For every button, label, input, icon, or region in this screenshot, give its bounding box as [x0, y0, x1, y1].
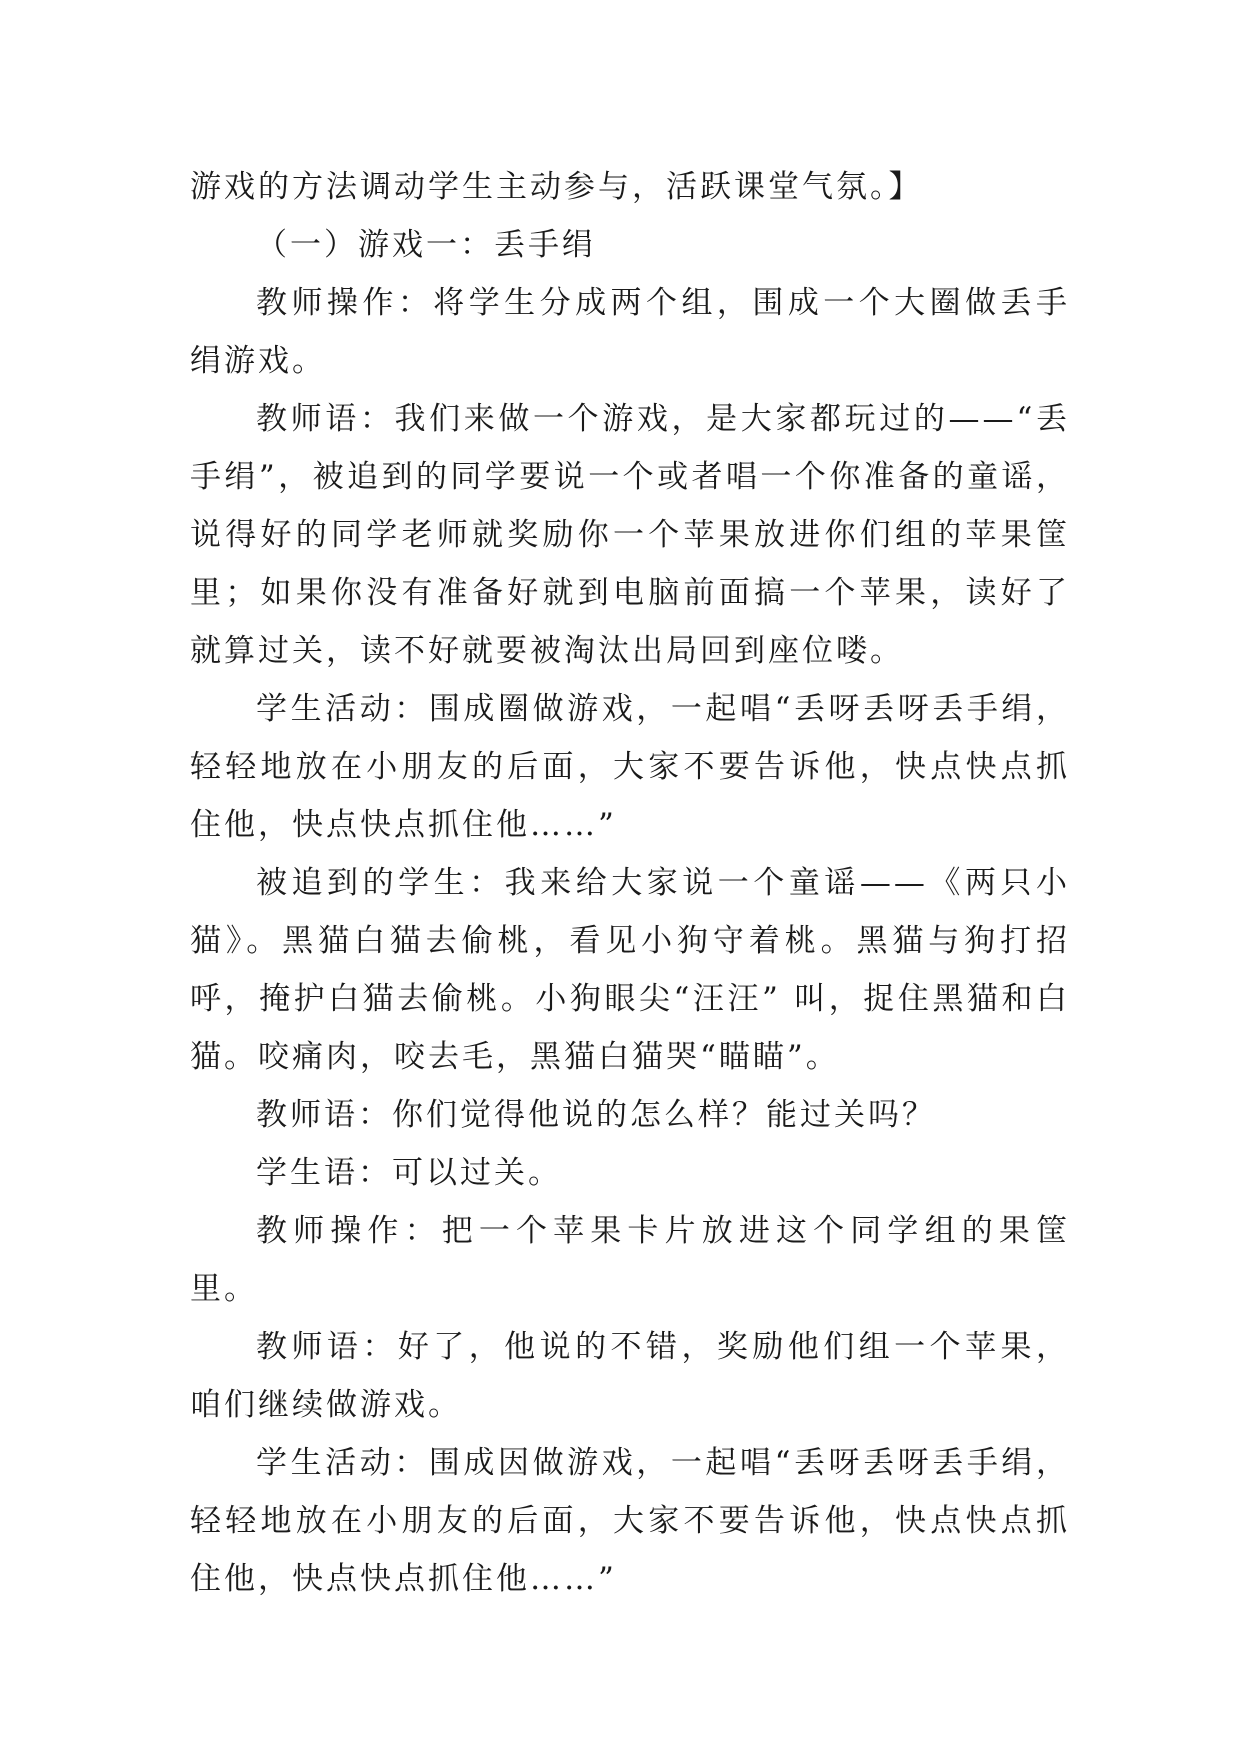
document-body: [190, 158, 1070, 1608]
section-heading: （一）游戏一：丢手绢: [256, 227, 596, 263]
paragraph-continuation: 游戏的方法调动学生主动参与，活跃课堂气氛。】: [190, 169, 923, 205]
paragraph-teacher-question: 教师语：你们觉得他说的怎么样？能过关吗？: [256, 1097, 936, 1133]
paragraph-teacher-speech-2: 教师语：好了，他说的不错，奖励他们组一个苹果，咱们继续做游戏。: [190, 1329, 1070, 1423]
paragraph-teacher-operation-2: 教师操作：把一个苹果卡片放进这个同学组的果筐里。: [190, 1213, 1070, 1307]
paragraph-student-activity-2: 学生活动：围成因做游戏，一起唱“丢呀丢呀丢手绢，轻轻地放在小朋友的后面，大家不要告诉他，快点快点抓住他，快点快点抓住他……”: [190, 1445, 1070, 1597]
paragraph-teacher-speech: 教师语：我们来做一个游戏，是大家都玩过的——“丢手绢”，被追到的同学要说一个或者唱一个你准备的童谣，说得好的同学老师就奖励你一个苹果放进你们组的苹果筐里；如果你没有准备好就到电脑前面搞一个苹果，读好了就算过关，读不好就要被淘汰出局回到座位喽。: [190, 401, 1070, 669]
paragraph-teacher-operation: 教师操作：将学生分成两个组，围成一个大圈做丢手绢游戏。: [190, 285, 1070, 379]
paragraph-student-answer: 学生语：可以过关。: [256, 1155, 562, 1191]
paragraph-student-rhyme: 被追到的学生：我来给大家说一个童谣——《两只小猫》。黑猫白猫去偷桃，看见小狗守着桃。黑猫与狗打招呼，掩护白猫去偷桃。小狗眼尖“汪汪” 叫，捉住黑猫和白猫。咬痛肉，咬去毛，黑猫白猫哭“瞄瞄”。: [190, 865, 1070, 1075]
paragraph-student-activity: 学生活动：围成圈做游戏，一起唱“丢呀丢呀丢手绢，轻轻地放在小朋友的后面，大家不要告诉他，快点快点抓住他，快点快点抓住他……”: [190, 691, 1070, 843]
